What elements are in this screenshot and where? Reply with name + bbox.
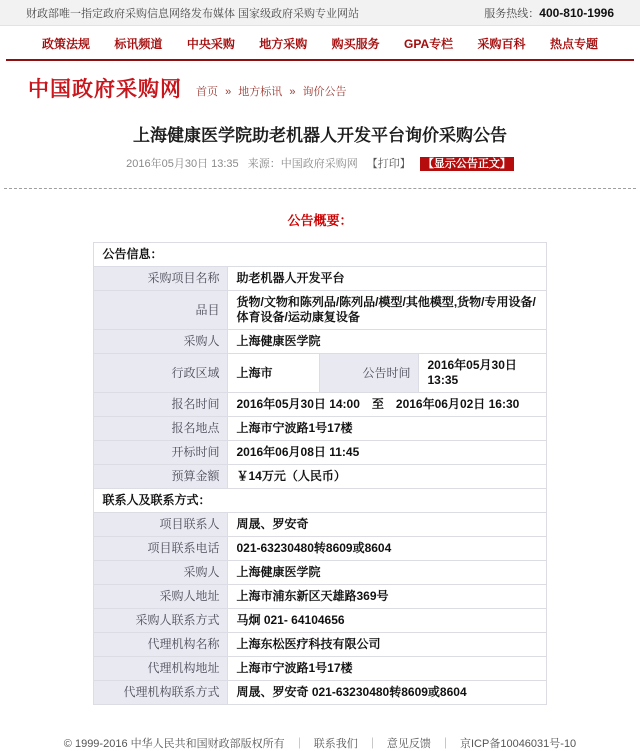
- hotline-label: 服务热线：: [484, 7, 540, 20]
- table-section-header: [94, 489, 546, 513]
- hotline-number: 400-810-1996: [539, 5, 614, 20]
- row-label-purchaser-address: 采购人地址: [94, 585, 228, 609]
- table-row: [94, 585, 546, 609]
- row-value-region: 上海市: [228, 354, 320, 393]
- breadcrumb-local-tenders[interactable]: 地方标讯: [238, 86, 283, 98]
- table-row: [94, 657, 546, 681]
- table-row: [94, 354, 546, 393]
- nav-item-local-procurement[interactable]: 地方采购: [259, 37, 308, 51]
- breadcrumb-separator: »: [225, 86, 232, 98]
- row-value-purchaser-address: 上海市浦东新区天雄路369号: [228, 585, 546, 609]
- row-value-purchaser-contact: 马炯 021- 64104656: [228, 609, 546, 633]
- nav-item-encyclopedia[interactable]: 采购百科: [477, 37, 526, 51]
- logo-row: [0, 61, 640, 111]
- announcement-info-table: [93, 242, 546, 705]
- page-footer: [0, 735, 640, 751]
- table-section-header: [94, 243, 546, 267]
- nav-item-hot-topics[interactable]: 热点专题: [549, 37, 598, 51]
- table-row: [94, 393, 546, 417]
- row-label-budget: 预算金额: [94, 465, 228, 489]
- row-label-registration-time: 报名时间: [94, 393, 228, 417]
- row-label-purchaser-contact: 采购人联系方式: [94, 609, 228, 633]
- breadcrumb-home[interactable]: 首页: [196, 86, 218, 98]
- table-row: [94, 441, 546, 465]
- row-label-region: 行政区域: [94, 354, 228, 393]
- footer-divider: ｜: [293, 738, 305, 750]
- row-label-project-phone: 项目联系电话: [94, 537, 228, 561]
- row-value-agency-address: 上海市宁波路1号17楼: [228, 657, 546, 681]
- row-label-announce-time: 公告时间: [320, 354, 419, 393]
- article-meta: [0, 155, 640, 171]
- row-label-purchaser2: 采购人: [94, 561, 228, 585]
- row-value-purchaser2: 上海健康医学院: [228, 561, 546, 585]
- row-label-project-name: 采购项目名称: [94, 267, 228, 291]
- table-row: [94, 291, 546, 330]
- footer-link-feedback[interactable]: 意见反馈: [386, 738, 431, 750]
- breadcrumb-inquiry-notice[interactable]: 询价公告: [302, 86, 347, 98]
- row-value-agency-contact: 周晟、罗安奇 021-63230480转8609或8604: [228, 681, 546, 705]
- table-row: [94, 681, 546, 705]
- main-nav: [0, 26, 640, 59]
- row-label-registration-place: 报名地点: [94, 417, 228, 441]
- publish-datetime: 2016年05月30日 13:35: [126, 158, 239, 170]
- table-row: [94, 561, 546, 585]
- nav-item-tenders[interactable]: 标讯频道: [114, 37, 163, 51]
- service-hotline: [484, 5, 614, 21]
- footer-divider: ｜: [366, 738, 378, 750]
- row-label-agency-name: 代理机构名称: [94, 633, 228, 657]
- row-value-bid-opening-time: 2016年06月08日 11:45: [228, 441, 546, 465]
- footer-icp-number: 京ICP备10046031号-10: [460, 738, 577, 750]
- article-source: 来源：中国政府采购网: [247, 158, 358, 170]
- row-value-registration-place: 上海市宁波路1号17楼: [228, 417, 546, 441]
- nav-item-purchase-services[interactable]: 购买服务: [331, 37, 380, 51]
- dashed-divider: [4, 188, 636, 189]
- row-value-project-phone: 021-63230480转8609或8604: [228, 537, 546, 561]
- section-title-announcement-info: 公告信息：: [94, 243, 546, 267]
- row-label-bid-opening-time: 开标时间: [94, 441, 228, 465]
- nav-item-gpa[interactable]: GPA专栏: [404, 37, 454, 51]
- row-label-agency-address: 代理机构地址: [94, 657, 228, 681]
- page-title: 上海健康医学院助老机器人开发平台询价采购公告: [133, 126, 507, 145]
- site-logo[interactable]: 中国政府采购网: [28, 78, 182, 101]
- row-label-agency-contact: 代理机构联系方式: [94, 681, 228, 705]
- footer-link-contact-us[interactable]: 联系我们: [313, 738, 358, 750]
- nav-item-policy[interactable]: 政策法规: [42, 37, 91, 51]
- show-full-text-button[interactable]: 【显示公告正文】: [420, 157, 514, 171]
- row-value-registration-time: 2016年05月30日 14:00 至 2016年06月02日 16:30: [228, 393, 546, 417]
- row-value-project-name: 助老机器人开发平台: [228, 267, 546, 291]
- print-button[interactable]: 【打印】: [366, 158, 411, 170]
- row-value-category: 货物/文物和陈列品/陈列品/模型/其他模型,货物/专用设备/体育设备/运动康复设备: [228, 291, 546, 330]
- footer-divider: ｜: [439, 738, 451, 750]
- breadcrumb: [196, 83, 347, 99]
- summary-heading: 公告概要：: [287, 213, 353, 228]
- table-row: [94, 330, 546, 354]
- nav-item-central-procurement[interactable]: 中央采购: [186, 37, 235, 51]
- footer-copyright: © 1999-2016 中华人民共和国财政部版权所有: [63, 738, 285, 750]
- site-slogan: 财政部唯一指定政府采购信息网络发布媒体 国家级政府采购专业网站: [26, 7, 360, 20]
- row-label-purchaser: 采购人: [94, 330, 228, 354]
- table-row: [94, 609, 546, 633]
- table-row: [94, 513, 546, 537]
- row-value-purchaser: 上海健康医学院: [228, 330, 546, 354]
- row-label-category: 品目: [94, 291, 228, 330]
- row-label-project-contact: 项目联系人: [94, 513, 228, 537]
- row-value-agency-name: 上海东松医疗科技有限公司: [228, 633, 546, 657]
- table-row: [94, 465, 546, 489]
- table-row: [94, 633, 546, 657]
- table-row: [94, 417, 546, 441]
- row-value-project-contact: 周晟、罗安奇: [228, 513, 546, 537]
- table-row: [94, 537, 546, 561]
- top-utility-bar: [0, 0, 640, 26]
- row-value-announce-time: 2016年05月30日 13:35: [419, 354, 546, 393]
- row-value-budget: ￥14万元（人民币）: [228, 465, 546, 489]
- breadcrumb-separator: »: [289, 86, 296, 98]
- section-title-contacts: 联系人及联系方式：: [94, 489, 546, 513]
- table-row: [94, 267, 546, 291]
